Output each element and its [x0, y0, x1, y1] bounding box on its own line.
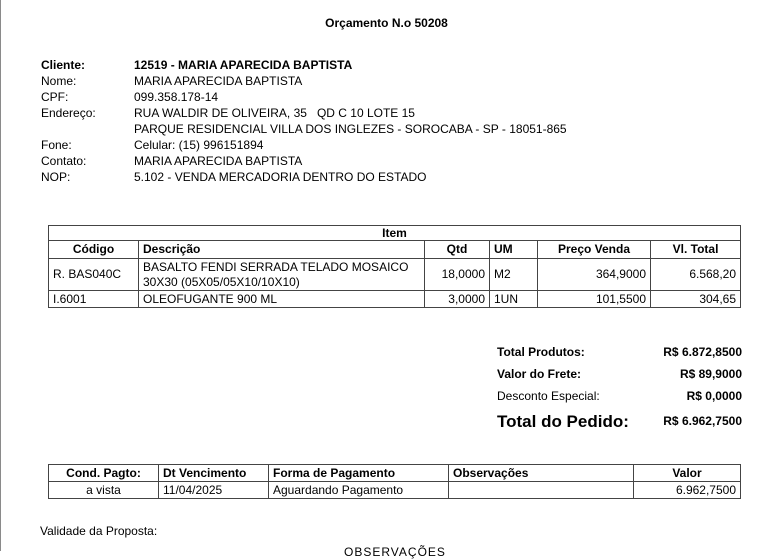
cpf-value: 099.358.178-14 [134, 90, 219, 104]
freight-label: Valor do Frete: [497, 367, 582, 381]
item-unit: M2 [490, 259, 538, 291]
header-price: Preço Venda [538, 241, 651, 259]
order-total-row [497, 409, 742, 435]
item-price: 101,5500 [538, 291, 651, 308]
items-header-row [49, 241, 741, 259]
total-products-value: R$ 6.872,8500 [663, 345, 742, 359]
total-products-label: Total Produtos: [497, 345, 585, 359]
order-total-label: Total do Pedido: [497, 412, 629, 431]
cpf-label: CPF: [41, 90, 69, 104]
nop-value: 5.102 - VENDA MERCADORIA DENTRO DO ESTADO [134, 170, 427, 184]
item-description: OLEOFUGANTE 900 ML [139, 291, 425, 308]
totals-block [497, 343, 742, 435]
header-code: Código [49, 241, 139, 259]
nop-label: NOP: [41, 170, 71, 184]
payment-condition: a vista [49, 482, 159, 499]
discount-label: Desconto Especial: [497, 389, 600, 403]
document-title: Orçamento N.o 50208 [325, 16, 448, 30]
discount-row [497, 387, 742, 409]
item-price: 364,9000 [538, 259, 651, 291]
freight-row [497, 365, 742, 387]
table-row [49, 259, 741, 291]
payment-value: 6.962,7500 [634, 482, 741, 499]
header-payment-method: Forma de Pagamento [269, 465, 449, 482]
item-unit: 1UN [490, 291, 538, 308]
header-due-date: Dt Vencimento [159, 465, 269, 482]
item-qty: 18,0000 [425, 259, 490, 291]
item-total: 304,65 [651, 291, 741, 308]
payment-table [48, 464, 741, 499]
order-total-value: R$ 6.962,7500 [663, 414, 742, 428]
phone-value: Celular: (15) 996151894 [134, 138, 264, 152]
items-caption-row [49, 226, 741, 241]
payment-header-row [49, 465, 741, 482]
header-notes: Observações [449, 465, 634, 482]
item-qty: 3,0000 [425, 291, 490, 308]
client-label: Cliente: [41, 58, 86, 72]
header-description: Descrição [139, 241, 425, 259]
client-value: 12519 - MARIA APARECIDA BAPTISTA [134, 58, 353, 72]
phone-label: Fone: [41, 138, 72, 152]
contact-value: MARIA APARECIDA BAPTISTA [134, 154, 303, 168]
observations-heading: OBSERVAÇÕES [344, 545, 446, 559]
freight-value: R$ 89,9000 [679, 367, 742, 381]
payment-method: Aguardando Pagamento [269, 482, 449, 499]
validity-label: Validade da Proposta: [40, 524, 158, 538]
name-value: MARIA APARECIDA BAPTISTA [134, 74, 303, 88]
header-payment-condition: Cond. Pagto: [49, 465, 159, 482]
table-row [49, 291, 741, 308]
items-table [48, 225, 741, 308]
item-code: I.6001 [49, 291, 139, 308]
address-line-1: RUA WALDIR DE OLIVEIRA, 35 QD C 10 LOTE 15 [134, 106, 415, 120]
name-label: Nome: [41, 74, 77, 88]
table-row [49, 482, 741, 499]
address-label: Endereço: [41, 106, 96, 120]
header-unit: UM [490, 241, 538, 259]
item-total: 6.568,20 [651, 259, 741, 291]
item-code: R. BAS040C [49, 259, 139, 291]
header-value: Valor [634, 465, 741, 482]
discount-value: R$ 0,0000 [686, 389, 742, 403]
contact-label: Contato: [41, 154, 87, 168]
page-left-border [0, 0, 1, 551]
total-products-row [497, 343, 742, 365]
payment-notes [449, 482, 634, 499]
items-caption: Item [49, 226, 741, 241]
header-qty: Qtd [425, 241, 490, 259]
address-line-2: PARQUE RESIDENCIAL VILLA DOS INGLEZES - SOROCABA - SP - 18051-865 [134, 122, 567, 136]
payment-due-date: 11/04/2025 [159, 482, 269, 499]
header-total: Vl. Total [651, 241, 741, 259]
item-description: BASALTO FENDI SERRADA TELADO MOSAICO 30X30 (05X05/05X10/10X10) [139, 259, 425, 291]
